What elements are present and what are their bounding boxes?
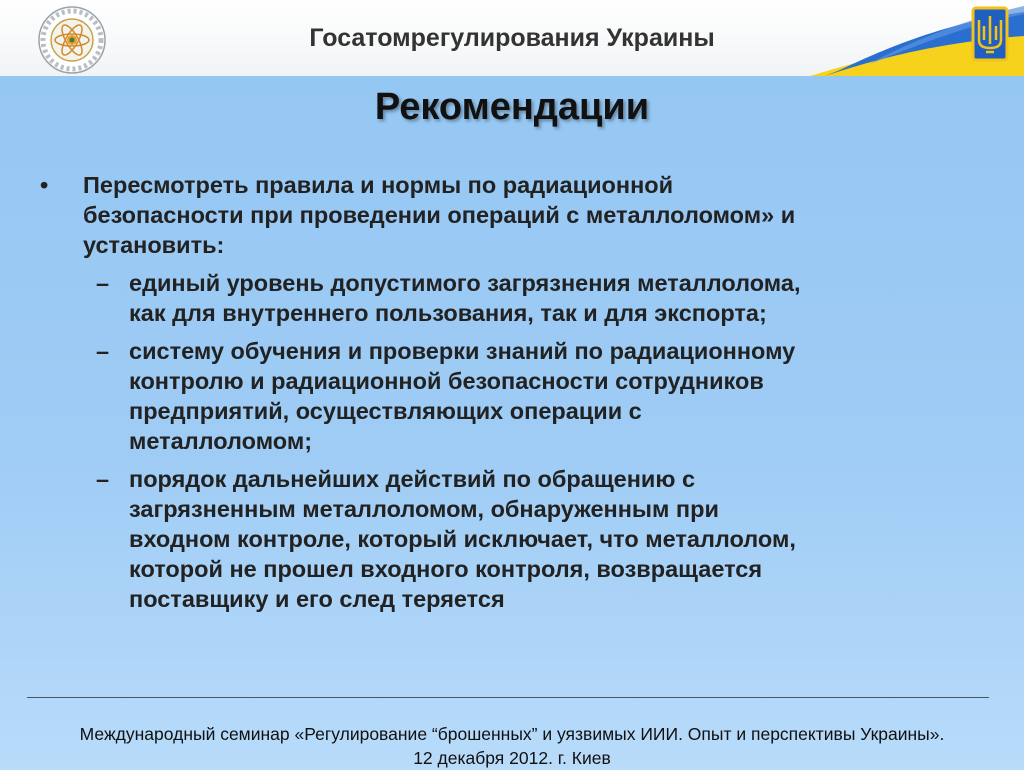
header-bar — [0, 0, 1024, 76]
text-line: единый уровень допустимого загрязнения металлолома, — [129, 270, 801, 296]
text-line: как для внутреннего пользования, так и для экспорта; — [129, 300, 767, 326]
text-line: поставщику и его след теряется — [129, 586, 505, 612]
footer-divider — [27, 697, 989, 698]
footer — [0, 722, 1024, 770]
text-line: безопасности при проведении операций с металлоломом» и — [83, 202, 796, 228]
text-line: входном контроле, который исключает, что металлолом, — [129, 526, 796, 552]
text-line: предприятий, осуществляющих операции с — [129, 398, 642, 424]
text-line: Пересмотреть правила и нормы по радиационной — [83, 172, 674, 198]
text-line: порядок дальнейших действий по обращению с — [129, 466, 696, 492]
sub-item-contamination-level — [40, 268, 1000, 328]
footer-date-location: 12 декабря 2012. г. Киев — [413, 748, 611, 768]
text-line: которой не прошел входного контроля, возвращается — [129, 556, 763, 582]
footer-seminar-title: Международный семинар «Регулирование “брошенных” и уязвимых ИИИ. Опыт и перспективы Украины». — [79, 724, 945, 744]
text-line: контролю и радиационной безопасности сотрудников — [129, 368, 764, 394]
slide-title: Рекомендации — [374, 86, 650, 128]
organization-title: Госатомрегулирования Украины — [309, 24, 715, 52]
dash-marker: – — [96, 270, 110, 296]
dash-marker: – — [96, 466, 110, 492]
bullet-marker: • — [40, 172, 49, 198]
text-line: систему обучения и проверки знаний по радиационному — [129, 338, 796, 364]
text-line: металлоломом; — [129, 428, 313, 454]
text-line: установить: — [83, 232, 225, 258]
sub-item-further-actions — [40, 464, 1000, 614]
sub-item-training-system — [40, 336, 1000, 456]
bullet-item — [40, 170, 1000, 260]
slide-content — [40, 170, 1000, 614]
ukraine-flag-icon — [770, 0, 1024, 76]
ukraine-trident-coat-of-arms-icon — [973, 8, 1007, 60]
text-line: загрязненным металлоломом, обнаруженным при — [129, 496, 719, 522]
dash-marker: – — [96, 338, 110, 364]
